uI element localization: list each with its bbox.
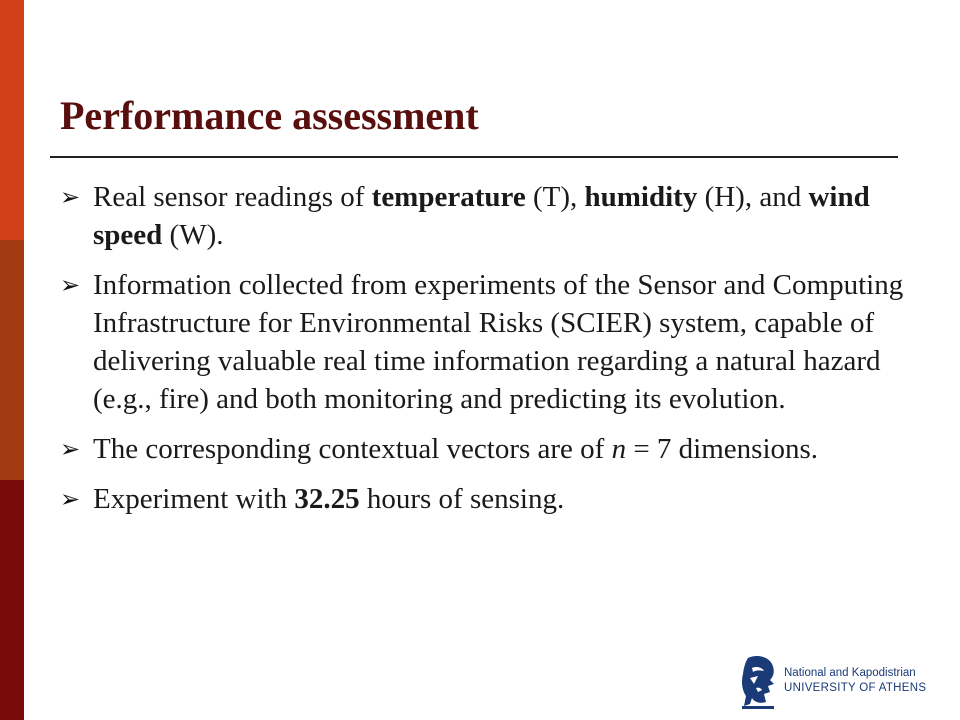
text-segment: (T), bbox=[525, 181, 585, 213]
bullet-text bbox=[93, 181, 870, 251]
text-segment: hours of sensing. bbox=[359, 483, 565, 515]
text-segment: Real sensor readings of bbox=[93, 181, 372, 213]
arrowhead-bullet-icon: ➢ bbox=[60, 485, 81, 513]
side-bar-top bbox=[0, 0, 24, 240]
logo-line-1: National and Kapodistrian bbox=[784, 667, 916, 679]
arrowhead-bullet-icon: ➢ bbox=[60, 183, 81, 211]
text-segment: The corresponding contextual vectors are of bbox=[93, 433, 612, 465]
logo-line-2: UNIVERSITY OF ATHENS bbox=[784, 682, 927, 694]
arrowhead-bullet-icon: ➢ bbox=[60, 271, 81, 299]
text-segment-bold: humidity bbox=[584, 181, 698, 213]
bullet-list bbox=[60, 178, 910, 530]
bullet-item bbox=[60, 480, 910, 518]
bullet-item bbox=[60, 266, 910, 418]
side-bar-bottom bbox=[0, 480, 24, 720]
text-segment-italic: n bbox=[611, 433, 627, 465]
text-segment: (H), and bbox=[697, 181, 809, 213]
bullet-text bbox=[93, 269, 903, 415]
bullet-text bbox=[93, 483, 564, 515]
text-segment-bold: temperature bbox=[371, 181, 526, 213]
athena-head-icon bbox=[738, 654, 778, 710]
university-logo bbox=[738, 654, 952, 710]
logo-text bbox=[784, 666, 926, 696]
arrowhead-bullet-icon: ➢ bbox=[60, 435, 81, 463]
text-segment: Experiment with bbox=[93, 483, 295, 515]
text-segment: = 7 dimensions. bbox=[626, 433, 819, 465]
text-segment: Information collected from experiments of the Sensor and Computing Infrastructure for Environmental Risks (SCIER) system, capable of delivering valuable real time information regarding a natural hazard (e.g., fire) and both monitoring and predicting its evolution. bbox=[93, 269, 904, 415]
bullet-item bbox=[60, 178, 910, 254]
text-segment-bold: wind speed bbox=[93, 181, 870, 251]
title-divider bbox=[50, 156, 898, 158]
text-segment: (W). bbox=[162, 219, 224, 251]
bullet-item bbox=[60, 430, 910, 468]
text-segment-bold: 32.25 bbox=[294, 483, 360, 515]
bullet-text bbox=[93, 433, 818, 465]
side-bar-middle bbox=[0, 240, 24, 480]
slide-title: Performance assessment bbox=[60, 93, 479, 138]
